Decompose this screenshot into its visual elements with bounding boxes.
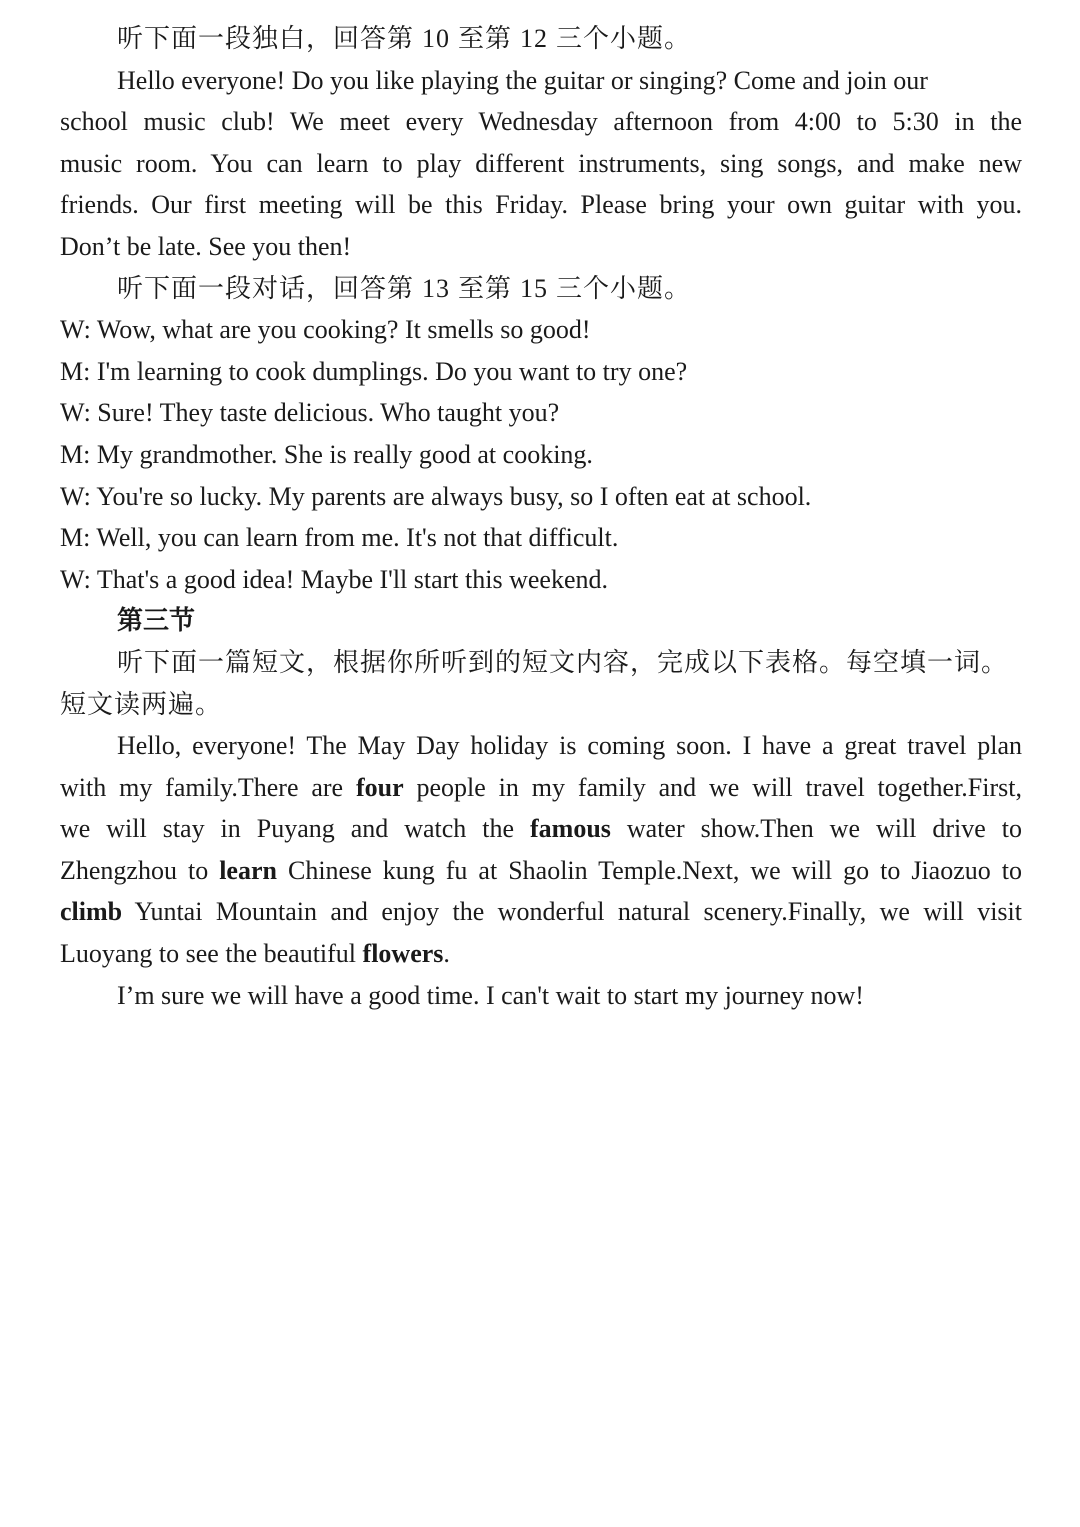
section3-instruction-cont: 短文读两遍。 (60, 689, 223, 719)
answer-word-learn: learn (219, 855, 277, 885)
section3-heading: 第三节 (117, 606, 196, 636)
dialogue-line: W: You're so lucky. My parents are always busy, so I often eat at school. (60, 481, 812, 511)
monologue-line: Hello everyone! Do you like playing the guitar or singing? Come and join our (117, 65, 928, 95)
dialogue-line: W: Wow, what are you cooking? It smells so good! (60, 315, 591, 345)
monologue-line: Don’t be late. See you then! (60, 231, 352, 261)
passage-closing: I’m sure we will have a good time. I can't wait to start my journey now! (117, 980, 864, 1010)
monologue-line: school music club! We meet every Wednesday afternoon from 4:00 to 5:30 in the (60, 107, 1022, 137)
passage1-instruction: 听下面一段独白，回答第 10 至第 12 三个小题。 (117, 24, 692, 53)
answer-word-four: four (355, 772, 404, 802)
passage-line: we will stay in Puyang and watch the famous water show.Then we will drive to (60, 814, 1022, 844)
passage-line: climb Yuntai Mountain and enjoy the wonderful natural scenery.Finally, we will visit (60, 897, 1022, 927)
dialogue-line: M: Well, you can learn from me. It's not that difficult. (60, 523, 619, 553)
monologue-text (60, 60, 1022, 268)
dialogue-line: M: My grandmother. She is really good at cooking. (60, 439, 593, 469)
passage-line: with my family.There are four people in my family and we will travel together.First, (60, 772, 1022, 802)
passage-line: Luoyang to see the beautiful flowers. (60, 939, 450, 969)
passage-text (60, 725, 1022, 1016)
passage2-instruction: 听下面一段对话，回答第 13 至第 15 三个小题。 (117, 273, 692, 303)
dialogue (60, 309, 1022, 600)
answer-word-famous: famous (530, 814, 611, 844)
answer-word-climb: climb (60, 897, 123, 927)
answer-word-flowers: flowers (362, 939, 444, 969)
passage-line: Zhengzhou to learn Chinese kung fu at Shaolin Temple.Next, we will go to Jiaozuo to (60, 855, 1022, 885)
dialogue-line: W: Sure! They taste delicious. Who taught you? (60, 398, 560, 428)
dialogue-line: M: I'm learning to cook dumplings. Do you want to try one? (60, 356, 688, 386)
section3-instruction: 听下面一篇短文，根据你所听到的短文内容，完成以下表格。每空填一词。 (117, 647, 1009, 677)
monologue-line: friends. Our first meeting will be this Friday. Please bring your own guitar with you. (60, 190, 1022, 220)
monologue-line: music room. You can learn to play different instruments, sing songs, and make new (60, 148, 1022, 178)
transcript-page (60, 18, 1022, 1016)
passage-line: Hello, everyone! The May Day holiday is coming soon. I have a great travel plan (117, 731, 1022, 761)
dialogue-line: W: That's a good idea! Maybe I'll start this weekend. (60, 564, 608, 594)
